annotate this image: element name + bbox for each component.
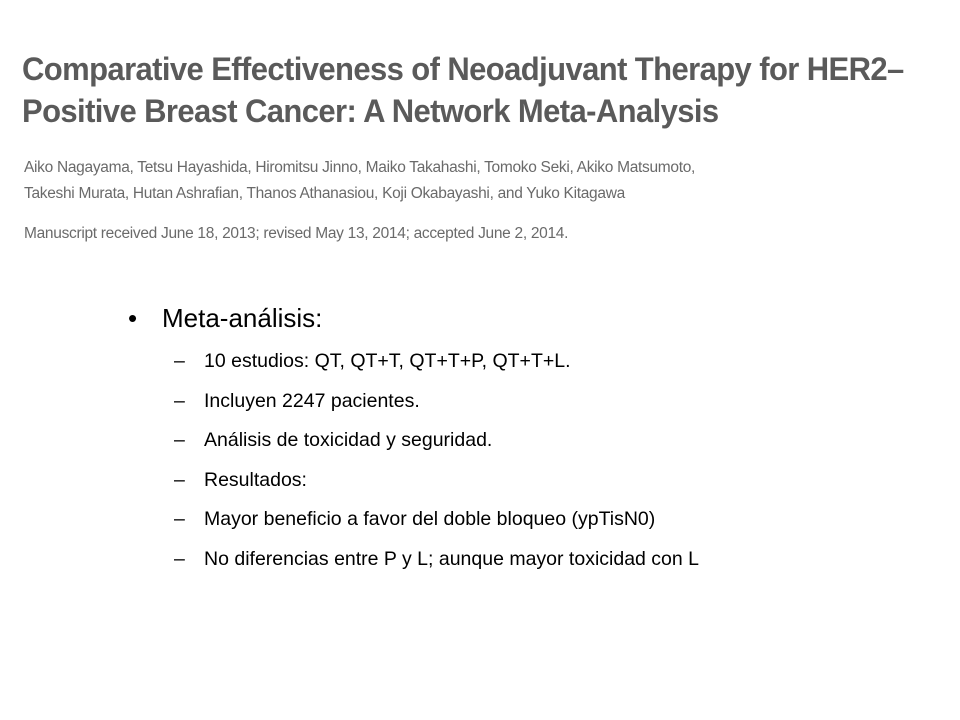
paper-header-image bbox=[22, 48, 922, 258]
sub-bullet-item bbox=[174, 342, 699, 382]
dash-marker: – bbox=[174, 350, 185, 372]
dash-marker: – bbox=[174, 508, 185, 530]
bullet-item-meta-analysis bbox=[128, 298, 699, 338]
sub-bullet-item bbox=[174, 540, 699, 580]
paper-title-line-1: Comparative Effectiveness of Neoadjuvant Therapy for HER2– bbox=[22, 50, 904, 88]
bullet-label: Meta-análisis: bbox=[162, 303, 323, 333]
sub-bullet-text: Incluyen 2247 pacientes. bbox=[204, 389, 420, 412]
dash-marker: – bbox=[174, 547, 185, 570]
sub-bullet-text: Análisis de toxicidad y seguridad. bbox=[204, 429, 493, 451]
sub-bullet-item bbox=[174, 421, 699, 461]
paper-title-line-2: Positive Breast Cancer: A Network Meta-Analysis bbox=[22, 92, 719, 130]
sub-bullet-text: Mayor beneficio a favor del doble bloqueo (ypTisN0) bbox=[204, 508, 656, 530]
bullet-marker: • bbox=[128, 303, 138, 333]
sub-bullet-text: Resultados: bbox=[204, 468, 307, 491]
paper-authors bbox=[24, 155, 695, 207]
paper-manuscript-dates: Manuscript received June 18, 2013; revised May 13, 2014; accepted June 2, 2014. bbox=[24, 225, 569, 242]
sub-bullet-list bbox=[174, 342, 699, 579]
dash-marker: – bbox=[174, 389, 185, 412]
paper-authors-line-1: Aiko Nagayama, Tetsu Hayashida, Hiromitsu Jinno, Maiko Takahashi, Tomoko Seki, Akiko Matsumoto, bbox=[24, 159, 696, 176]
sub-bullet-item bbox=[174, 382, 699, 422]
paper-title bbox=[22, 48, 922, 133]
bullet-list bbox=[128, 298, 699, 579]
sub-bullet-item bbox=[174, 500, 699, 540]
dash-marker: – bbox=[174, 429, 185, 451]
sub-bullet-text: No diferencias entre P y L; aunque mayor toxicidad con L bbox=[204, 547, 700, 570]
sub-bullet-text: 10 estudios: QT, QT+T, QT+T+P, QT+T+L. bbox=[204, 350, 571, 372]
dash-marker: – bbox=[174, 468, 185, 491]
sub-bullet-item bbox=[174, 461, 699, 501]
paper-authors-line-2: Takeshi Murata, Hutan Ashrafian, Thanos Athanasiou, Koji Okabayashi, and Yuko Kitagawa bbox=[24, 185, 625, 202]
